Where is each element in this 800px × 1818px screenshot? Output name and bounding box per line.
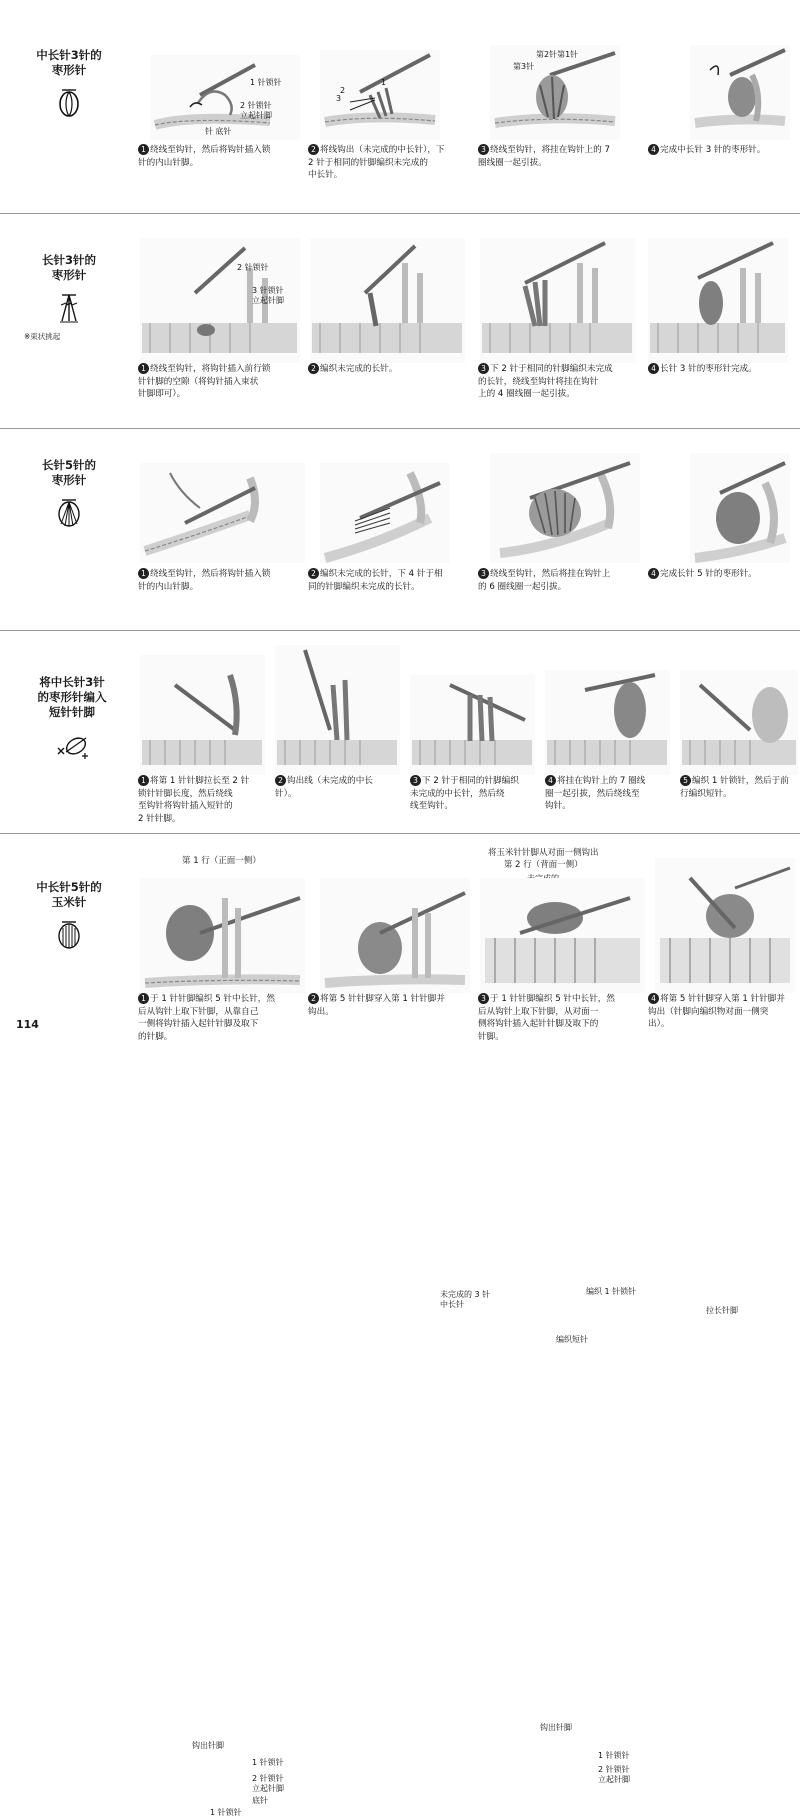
step-illustration xyxy=(648,238,788,363)
step-caption: 4 长针 3 针的枣形针完成。 xyxy=(648,363,798,376)
step-caption: 3 绕线至钩针，然后将挂在钩针上 的 6 圈线圈一起引拔。 xyxy=(478,569,611,592)
step-label: 2 针锁针 立起针脚 xyxy=(598,1765,630,1784)
section-title: 长针5针的 枣形针 xyxy=(41,458,96,487)
step-caption: 4 完成长针 5 针的枣形针。 xyxy=(648,568,798,581)
section-dc3-cluster xyxy=(0,213,800,425)
section-note: ※束状挑起 xyxy=(24,332,61,341)
step-label: 1 xyxy=(381,78,387,87)
step-caption: 2 钩出线（未完成的中长 针）。 xyxy=(275,776,373,799)
step-caption: 1 于 1 针针脚编织 5 针中长针，然 后从钩针上取下针脚，从靠自己 一侧将钩针插入起针针脚及取下 的针脚。 xyxy=(138,994,275,1042)
step-label: 3 xyxy=(336,94,342,103)
step-caption: 3 下 2 针于相同的针脚编织 未完成的中长针，然后绕 线至钩针。 xyxy=(410,776,519,811)
bobble-on-sc-icon xyxy=(52,728,92,762)
step-label: 未完成的 3 针 中长针 xyxy=(440,1290,491,1309)
step-caption: 2 编织未完成的长针，下 4 针于相 同的针脚编织未完成的长针。 xyxy=(308,569,443,592)
step-illustration xyxy=(690,45,790,140)
step-label: 拉长针脚 xyxy=(706,1306,738,1315)
step-label: 钩出针脚 xyxy=(540,1723,572,1732)
step-illustration xyxy=(275,645,400,775)
step-illustration xyxy=(545,670,670,775)
step-caption: 4 完成中长针 3 针的枣形针。 xyxy=(648,144,798,157)
step-illustration xyxy=(410,675,535,775)
section-title: 将中长针3针 的枣形针编入 短针针脚 xyxy=(37,675,107,719)
step-label: 1 针锁针 xyxy=(250,78,282,87)
step-caption: 3 下 2 针于相同的针脚编织未完成 的长针，绕线至钩针将挂在钩针 上的 4 圈线圈一起引拔。 xyxy=(478,364,613,399)
step-illustration xyxy=(680,670,798,775)
step-label: 第3针 xyxy=(513,62,535,71)
section-title-block xyxy=(14,48,124,120)
row-2-header: 将玉米针针脚从对面一侧钩出 第 2 行（背面一侧） xyxy=(488,848,599,870)
section-title-block xyxy=(8,675,136,762)
section-title-block xyxy=(14,253,124,342)
step-label: 第2针第1针 xyxy=(536,50,579,59)
step-illustration xyxy=(490,453,640,563)
section-title: 中长针3针的 枣形针 xyxy=(36,48,102,77)
section-hdc3-bobble xyxy=(0,0,800,210)
step-caption: 1 绕线至钩针，然后将钩针插入锁 针的内山针脚。 xyxy=(138,569,271,592)
bobble-3-hdc-icon xyxy=(56,86,82,120)
step-illustration xyxy=(480,238,635,363)
step-label: 2 xyxy=(340,86,346,95)
step-label: 钩出针脚 xyxy=(192,1741,224,1750)
step-illustration xyxy=(320,463,450,563)
step-caption: 4 将挂在钩针上的 7 圈线 圈一起引拔，然后绕线至 钩针。 xyxy=(545,776,646,811)
step-illustration xyxy=(690,453,790,563)
step-illustration xyxy=(140,878,305,993)
page-number: 114 xyxy=(16,1018,39,1031)
step-label: 底针 xyxy=(252,1796,268,1805)
step-caption: 2 编织未完成的长针。 xyxy=(308,363,478,376)
step-caption: 4 将第 5 针针脚穿入第 1 针针脚并 钩出（针脚向编织物对面一侧突 出）。 xyxy=(648,994,785,1029)
step-illustration xyxy=(140,463,305,563)
step-illustration xyxy=(480,878,645,993)
step-illustration xyxy=(310,238,465,363)
section-dc5-cluster xyxy=(0,428,800,628)
section-title: 长针3针的 枣形针 xyxy=(41,253,96,282)
step-label: 编织短针 xyxy=(556,1335,588,1344)
step-caption: 1 绕线至钩针，然后将钩针插入锁 针的内山针脚。 xyxy=(138,145,271,168)
step-label: 编织 1 针锁针 xyxy=(586,1287,637,1296)
step-label: 2 针锁针 xyxy=(237,263,269,272)
step-label: 2 针锁针 立起针脚 xyxy=(240,101,272,120)
popcorn-5-hdc-icon xyxy=(56,918,82,952)
step-caption: 5 编织 1 针锁针，然后于前 行编织短针。 xyxy=(680,776,789,799)
cluster-3-dc-icon xyxy=(56,291,82,325)
step-illustration xyxy=(320,878,470,993)
step-label: 3 针锁针 立起针脚 xyxy=(252,286,284,305)
step-caption: 3 于 1 针针脚编织 5 针中长针，然 后从钩针上取下针脚，从对面一 侧将钩针插入起针针脚及取下的 针脚。 xyxy=(478,994,615,1042)
step-label: 2 针锁针 立起针脚 xyxy=(252,1774,284,1793)
step-label: 针 底针 xyxy=(205,127,232,136)
section-title-block xyxy=(14,458,124,530)
step-caption: 1 绕线至钩针，将钩针插入前行锁 针针脚的空隙（将钩针插入束状 针脚即可）。 xyxy=(138,364,271,399)
step-caption: 1 将第 1 针针脚拉长至 2 针 锁针针脚长度，然后绕线 至钩针将钩针插入短针的 2 针针脚。 xyxy=(138,776,250,824)
cluster-5-dc-icon xyxy=(56,496,82,530)
step-label: 1 针锁针 xyxy=(210,1808,242,1817)
step-caption: 3 绕线至钩针，将挂在钩针上的 7 圈线圈一起引拔。 xyxy=(478,145,610,168)
step-illustration xyxy=(655,858,795,993)
step-illustration xyxy=(140,655,265,775)
step-caption: 2 将第 5 针针脚穿入第 1 针针脚并 钩出。 xyxy=(308,994,445,1017)
row-1-header: 第 1 行（正面一侧） xyxy=(182,856,261,866)
step-label: 1 针锁针 xyxy=(598,1751,630,1760)
step-label: 1 针锁针 xyxy=(252,1758,284,1767)
step-caption: 2 将线钩出（未完成的中长针），下 2 针于相同的针脚编织未完成的 中长针。 xyxy=(308,145,445,180)
section-title: 中长针5针的 玉米针 xyxy=(36,880,102,909)
section-title-block xyxy=(14,880,124,952)
